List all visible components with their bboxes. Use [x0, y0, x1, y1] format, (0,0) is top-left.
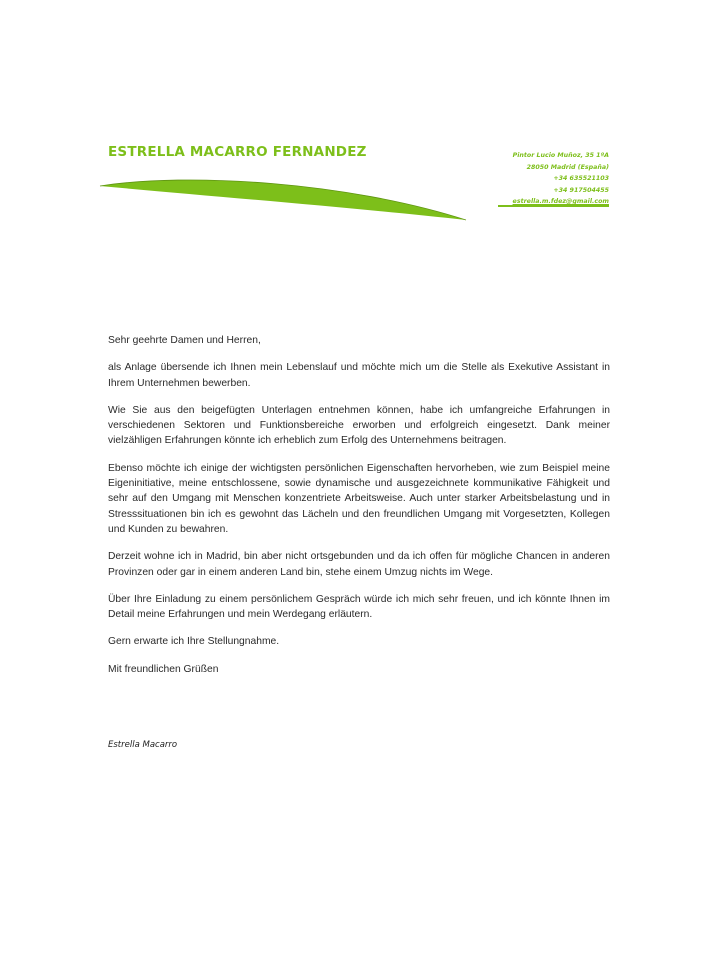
- letter-body: [108, 333, 610, 689]
- signature: Estrella Macarro: [108, 740, 178, 750]
- contact-address: Pintor Lucio Muñoz, 35 1ºA: [512, 152, 609, 159]
- contact-phone-1: +34 635521103: [553, 175, 609, 182]
- contact-city: 28050 Madrid (España): [526, 163, 609, 171]
- sender-name: ESTRELLA MACARRO FERNANDEZ: [108, 144, 367, 160]
- contact-phone-2: +34 917504455: [553, 186, 609, 194]
- green-swoosh-decoration: [98, 174, 470, 224]
- contact-block: [513, 150, 609, 208]
- paragraph: Ebenso möchte ich einige der wichtigsten persönlichen Eigenschaften hervorheben, wie zum Beispiel meine Eigeninitiative, meine entschlossene, sowie dynamische und ausgezeichnete kommunikative Fähigkeit und sehr auf den Umgang mit Menschen konzentriete Arbeitsweise. Auch unter starker Arbeitsbelastung und in Stresssituationen bin ich es gewohnt das Lächeln und den freundlichen Umgang mit Vorgesetzten, Kollegen und Kunden zu bewahren.: [108, 462, 610, 535]
- paragraph: als Anlage übersende ich Ihnen mein Lebenslauf und möchte mich um die Stelle als Exekutive Assistant in Ihrem Unternehmen bewerben.: [108, 362, 610, 389]
- salutation: Sehr geehrte Damen und Herren,: [108, 335, 261, 346]
- closing: Mit freundlichen Grüßen: [108, 663, 219, 675]
- paragraph: Über Ihre Einladung zu einem persönlichem Gespräch würde ich mich sehr freuen, und ich könnte Ihnen im Detail meine Erfahrungen und mein Werdegang erläutern.: [108, 593, 610, 621]
- contact-underline: [498, 205, 609, 207]
- contact-email-link[interactable]: estrella.m.fdez@gmail.com: [512, 198, 609, 205]
- paragraph: Gern erwarte ich Ihre Stellungnahme.: [108, 636, 280, 648]
- paragraph: Wie Sie aus den beigefügten Unterlagen entnehmen können, habe ich umfangreiche Erfahrungen in verschiedenen Sektoren und Funktionsbereiche erworben und erfolgreich eingesetzt. Dank meiner vielzähligen Erfahrungen könnte ich erheblich zum Erfolg des Unternehmens beitragen.: [108, 404, 610, 447]
- paragraph: Derzeit wohne ich in Madrid, bin aber nicht ortsgebunden und da ich offen für mögliche Chancen in anderen Provinzen oder gar in einem anderen Land bin, stehe einem Umzug nichts im Wege.: [108, 551, 610, 578]
